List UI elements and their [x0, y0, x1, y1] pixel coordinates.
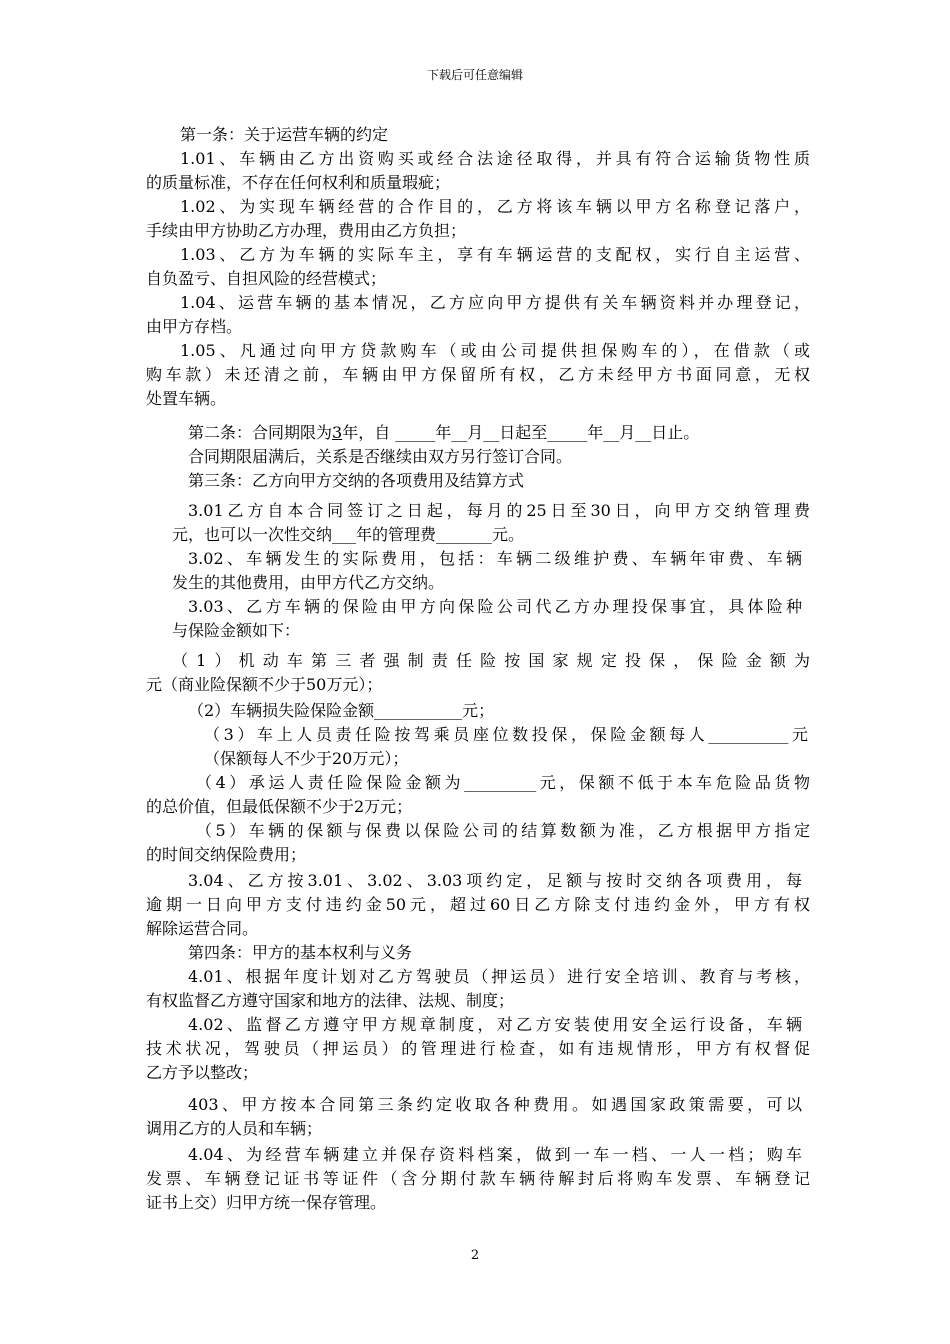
paragraph-line: 4.02、监督乙方遵守甲方规章制度，对乙方安装使用安全运行设备，车辆: [188, 1015, 802, 1034]
paragraph-line: 3.04、乙方按3.01、3.02、3.03项约定，足额与按时交纳各项费用，每: [188, 871, 802, 890]
paragraph-line: （4）承运人责任险保险金额为_________元，保额不低于本车危险品货物: [196, 773, 810, 792]
paragraph-line: 的质量标准，不存在任何权利和质量瑕疵；: [146, 173, 451, 192]
paragraph-line: 发生的其他费用，由甲方代乙方交纳。: [172, 573, 445, 592]
paragraph-line: 由甲方存档。: [146, 317, 243, 336]
paragraph-line: 逾期一日向甲方支付违约金50元，超过60日乙方除支付违约金外，甲方有权: [146, 895, 810, 914]
paragraph-line: 的时间交纳保险费用；: [146, 845, 307, 864]
paragraph-line: 有权监督乙方遵守国家和地方的法律、法规、制度；: [146, 991, 515, 1010]
contract-years-value: 3: [332, 423, 343, 442]
paragraph-line: 调用乙方的人员和车辆；: [146, 1119, 323, 1138]
paragraph-line: 技术状况，驾驶员（押运员）的管理进行检查，如有违规情形，甲方有权督促: [146, 1039, 810, 1058]
paragraph-line: （2）车辆损失险保险金额___________元；: [188, 701, 495, 720]
clause-2-line: [188, 421, 699, 445]
paragraph-line: 合同期限届满后，关系是否继续由双方另行签订合同。: [188, 447, 573, 466]
paragraph-line: 手续由甲方协助乙方办理，费用由乙方负担；: [146, 221, 467, 240]
paragraph-line: 购车款）未还清之前，车辆由甲方保留所有权，乙方未经甲方书面同意，无权: [146, 365, 810, 384]
paragraph-line: 3.03、乙方车辆的保险由甲方向保险公司代乙方办理投保事宜，具体险种: [188, 597, 802, 616]
paragraph-line: （5）车辆的保额与保费以保险公司的结算数额为准，乙方根据甲方指定: [196, 821, 810, 840]
paragraph-line: 3.02、车辆发生的实际费用，包括：车辆二级维护费、车辆年审费、车辆: [188, 549, 802, 568]
paragraph-line: 1.01、车辆由乙方出资购买或经合法途径取得，并具有符合运输货物性质: [180, 149, 810, 168]
clause-4-heading: 第四条：甲方的基本权利与义务: [188, 943, 413, 962]
paragraph-line: 1.05、凡通过向甲方贷款购车（或由公司提供担保购车的），在借款（或: [180, 341, 810, 360]
paragraph-line: 乙方予以整改；: [146, 1063, 259, 1082]
page-number: 2: [470, 1248, 480, 1263]
paragraph-line: （3）车上人员责任险按驾乘员座位数投保，保险金额每人__________元: [204, 725, 808, 744]
clause-3-heading: 第三条：乙方向甲方交纳的各项费用及结算方式: [188, 471, 525, 490]
paragraph-line: 解除运营合同。: [146, 919, 259, 938]
paragraph-line: 1.04、运营车辆的基本情况，乙方应向甲方提供有关车辆资料并办理登记，: [180, 293, 810, 312]
clause-2-text: 第二条：合同期限为: [188, 423, 333, 442]
paragraph-line: 处置车辆。: [146, 389, 227, 408]
paragraph-line: 与保险金额如下：: [172, 621, 301, 640]
paragraph-line: 4.01、根据年度计划对乙方驾驶员（押运员）进行安全培训、教育与考核，: [188, 967, 810, 986]
paragraph-line: 1.02、为实现车辆经营的合作目的，乙方将该车辆以甲方名称登记落户，: [180, 197, 810, 216]
paragraph-line: 4.04、为经营车辆建立并保存资料档案，做到一车一档、一人一档；购车: [188, 1145, 802, 1164]
paragraph-line: 自负盈亏、自担风险的经营模式；: [146, 269, 387, 288]
paragraph-line: 的总价值，但最低保额不少于2万元；: [146, 797, 413, 816]
paragraph-line: （1）机动车第三者强制责任险按国家规定投保，保险金额为: [172, 651, 810, 670]
paragraph-line: （保额每人不少于20万元）；: [204, 749, 409, 768]
paragraph-line: 元（商业险保额不少于50万元）；: [146, 675, 383, 694]
paragraph-line: 元，也可以一次性交纳___年的管理费_______元。: [172, 525, 525, 544]
clause-2-dates: 年，自 _____年__月__日起至_____年__月__日止。: [342, 423, 700, 442]
clause-1-heading: 第一条：关于运营车辆的约定: [180, 125, 389, 144]
paragraph-line: 证书上交）归甲方统一保存管理。: [146, 1193, 387, 1212]
paragraph-line: 1.03、乙方为车辆的实际车主，享有车辆运营的支配权，实行自主运营、: [180, 245, 810, 264]
page-header: 下载后可任意编辑: [426, 68, 523, 82]
paragraph-line: 3.01乙方自本合同签订之日起，每月的25日至30日，向甲方交纳管理费: [188, 501, 810, 520]
paragraph-line: 403、甲方按本合同第三条约定收取各种费用。如遇国家政策需要，可以: [188, 1095, 802, 1114]
paragraph-line: 发票、车辆登记证书等证件（含分期付款车辆待解封后将购车发票、车辆登记: [146, 1169, 810, 1188]
